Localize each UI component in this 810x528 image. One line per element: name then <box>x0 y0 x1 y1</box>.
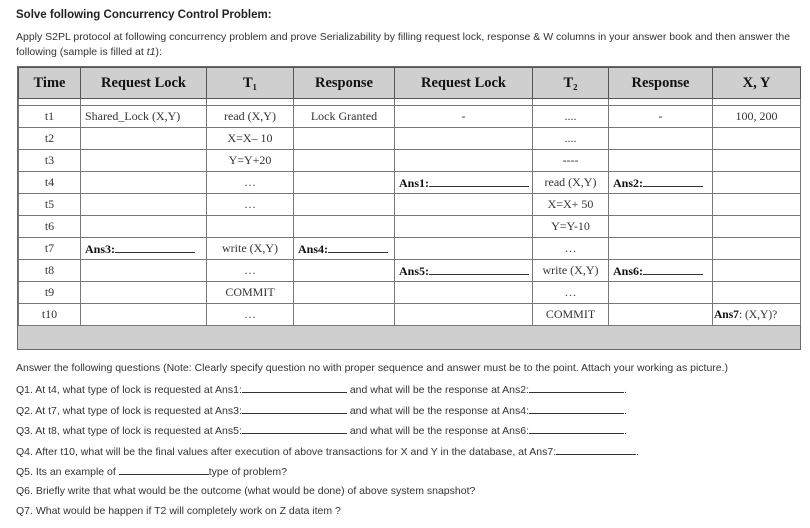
table-row <box>19 194 801 216</box>
response-t1-cell <box>294 150 395 172</box>
time-cell: t2 <box>19 128 81 150</box>
response-t2-cell <box>609 150 713 172</box>
xy-cell <box>713 282 801 304</box>
header-request-lock-t2: Request Lock <box>395 68 533 99</box>
xy-cell <box>713 216 801 238</box>
response-t1-cell <box>294 216 395 238</box>
ans6-cell[interactable]: Ans6: <box>609 260 713 282</box>
table-header-row <box>19 68 801 99</box>
ans2-blank[interactable] <box>643 175 703 187</box>
table-row <box>19 172 801 194</box>
xy-cell <box>713 172 801 194</box>
response-t2-cell <box>609 194 713 216</box>
t2-operation-cell: write (X,Y) <box>533 260 609 282</box>
question-2: Q2. At t7, what type of lock is requested at Ans3: and what will be the response at Ans4: . <box>16 405 627 417</box>
response-t1-cell <box>294 172 395 194</box>
q3-ans5-blank[interactable] <box>242 423 347 434</box>
request-lock-t1-cell <box>81 282 207 304</box>
response-t1-cell <box>294 304 395 326</box>
time-cell: t5 <box>19 194 81 216</box>
q2-ans4-blank[interactable] <box>529 403 624 414</box>
t1-operation-cell: … <box>207 260 294 282</box>
ans1-blank[interactable] <box>429 175 529 187</box>
xy-cell <box>713 238 801 260</box>
q4-ans7-blank[interactable] <box>556 444 636 455</box>
question-6: Q6. Briefly write that what would be the outcome (what would be done) of above system snapshot? <box>16 485 476 497</box>
ans4-blank[interactable] <box>328 241 388 253</box>
ans5-cell[interactable]: Ans5: <box>395 260 533 282</box>
request-lock-t2-cell <box>395 150 533 172</box>
q1-ans1-blank[interactable] <box>242 382 347 393</box>
table-row <box>19 304 801 326</box>
request-lock-t2-cell <box>395 216 533 238</box>
header-t1: T₁ <box>207 68 294 99</box>
t2-operation-cell: .... <box>533 106 609 128</box>
response-t1-cell <box>294 128 395 150</box>
response-t1-cell: Lock Granted <box>294 106 395 128</box>
time-cell: t10 <box>19 304 81 326</box>
questions-note: Answer the following questions (Note: Clearly specify question no with proper sequence and answer must be to the point. Attach your working as picture.) <box>16 362 729 374</box>
t1-operation-cell: … <box>207 172 294 194</box>
response-t2-cell <box>609 238 713 260</box>
time-cell: t1 <box>19 106 81 128</box>
question-4: Q4. After t10, what will be the final values after execution of above transactions for X and Y in the database, at Ans7: . <box>16 446 640 458</box>
t1-operation-cell <box>207 216 294 238</box>
response-t2-cell <box>609 128 713 150</box>
request-lock-t1-cell: Shared_Lock (X,Y) <box>81 106 207 128</box>
response-t2-cell <box>609 282 713 304</box>
xy-cell: 100, 200 <box>713 106 801 128</box>
response-t1-cell <box>294 282 395 304</box>
response-t2-cell <box>609 216 713 238</box>
ans6-blank[interactable] <box>643 263 703 275</box>
xy-cell <box>713 194 801 216</box>
response-t2-cell <box>609 304 713 326</box>
table-row <box>19 282 801 304</box>
request-lock-t2-cell <box>395 128 533 150</box>
problem-instructions: Apply S2PL protocol at following concurrency problem and prove Serializability by filling request lock, response & W columns in your answer book and then answer the following (sample is filled at t1): <box>16 31 791 58</box>
question-3: Q3. At t8, what type of lock is requested at Ans5: and what will be the response at Ans6: . <box>16 425 627 437</box>
question-1: Q1. At t4, what type of lock is requested at Ans1: and what will be the response at Ans2: . <box>16 384 627 396</box>
header-t2: T₂ <box>533 68 609 99</box>
q3-ans6-blank[interactable] <box>529 423 624 434</box>
t1-operation-cell: Y=Y+20 <box>207 150 294 172</box>
q1-ans2-blank[interactable] <box>529 382 624 393</box>
request-lock-t2-cell <box>395 238 533 260</box>
t2-operation-cell: read (X,Y) <box>533 172 609 194</box>
request-lock-t1-cell <box>81 304 207 326</box>
ans3-blank[interactable] <box>115 241 195 253</box>
request-lock-t1-cell <box>81 194 207 216</box>
time-cell: t7 <box>19 238 81 260</box>
request-lock-t2-cell <box>395 282 533 304</box>
q2-ans3-blank[interactable] <box>242 403 347 414</box>
schedule-table <box>18 67 801 326</box>
ans2-cell[interactable]: Ans2: <box>609 172 713 194</box>
time-cell: t3 <box>19 150 81 172</box>
xy-cell <box>713 260 801 282</box>
table-row <box>19 128 801 150</box>
ans4-cell[interactable]: Ans4: <box>294 238 395 260</box>
request-lock-t2-cell: - <box>395 106 533 128</box>
t1-operation-cell: read (X,Y) <box>207 106 294 128</box>
table-row <box>19 238 801 260</box>
t2-operation-cell: … <box>533 282 609 304</box>
table-row <box>19 150 801 172</box>
request-lock-t1-cell <box>81 172 207 194</box>
response-t1-cell <box>294 194 395 216</box>
t2-operation-cell: Y=Y-10 <box>533 216 609 238</box>
request-lock-t1-cell <box>81 128 207 150</box>
q5-blank[interactable] <box>119 464 209 475</box>
schedule-table-frame <box>17 66 801 350</box>
response-t2-cell: - <box>609 106 713 128</box>
table-row <box>19 216 801 238</box>
xy-cell <box>713 128 801 150</box>
t2-operation-cell: ---- <box>533 150 609 172</box>
t1-operation-cell: COMMIT <box>207 282 294 304</box>
time-cell: t6 <box>19 216 81 238</box>
t2-operation-cell: COMMIT <box>533 304 609 326</box>
t2-operation-cell: .... <box>533 128 609 150</box>
table-row <box>19 260 801 282</box>
time-cell: t9 <box>19 282 81 304</box>
question-7: Q7. What would be happen if T2 will completely work on Z data item ? <box>16 505 341 517</box>
request-lock-t1-cell <box>81 260 207 282</box>
response-t1-cell <box>294 260 395 282</box>
t2-operation-cell: … <box>533 238 609 260</box>
ans5-blank[interactable] <box>429 263 529 275</box>
header-xy: X, Y <box>713 68 801 99</box>
ans3-cell[interactable]: Ans3: <box>81 238 207 260</box>
time-cell: t8 <box>19 260 81 282</box>
request-lock-t2-cell <box>395 304 533 326</box>
t1-operation-cell: X=X– 10 <box>207 128 294 150</box>
request-lock-t1-cell <box>81 150 207 172</box>
header-request-lock-t1: Request Lock <box>81 68 207 99</box>
t1-operation-cell: … <box>207 194 294 216</box>
request-lock-t2-cell <box>395 194 533 216</box>
t2-operation-cell: X=X+ 50 <box>533 194 609 216</box>
header-response-t2: Response <box>609 68 713 99</box>
ans7-cell[interactable]: Ans7: (X,Y)? <box>713 304 801 326</box>
table-row <box>19 106 801 128</box>
header-response-t1: Response <box>294 68 395 99</box>
xy-cell <box>713 150 801 172</box>
ans1-cell[interactable]: Ans1: <box>395 172 533 194</box>
request-lock-t1-cell <box>81 216 207 238</box>
header-spacer-row <box>19 99 801 106</box>
t1-operation-cell: … <box>207 304 294 326</box>
t1-operation-cell: write (X,Y) <box>207 238 294 260</box>
question-5: Q5. Its an example of type of problem? <box>16 466 287 478</box>
problem-heading: Solve following Concurrency Control Problem: <box>16 9 272 21</box>
header-time: Time <box>19 68 81 99</box>
time-cell: t4 <box>19 172 81 194</box>
